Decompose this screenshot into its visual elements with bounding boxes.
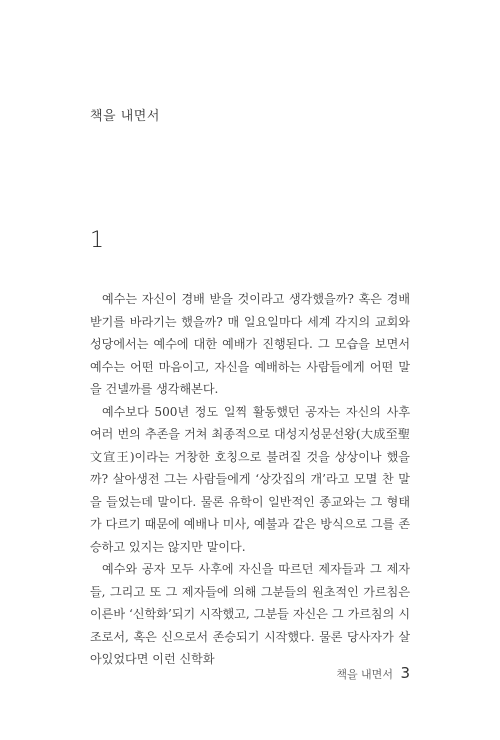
running-title: 책을 내면서 <box>336 668 393 681</box>
section-title: 책을 내면서 <box>90 109 160 124</box>
page-number: 3 <box>400 664 410 682</box>
paragraph: 예수보다 500년 정도 일찍 활동했던 공자는 자신의 사후 여러 번의 추존을 거쳐 최종적으로 대성지성문선왕(大成至聖文宣王)이라는 거창한 호칭으로 불려질 것을 상상이나 했을까? 살아생전 그는 사람들에게 ‘상갓집의 개’라고 모멸 찬 말을 들었는데 말이다. 물론 유학이 일반적인 종교와는 그 형태가 다르기 때문에 예배나 미사, 예불과 같은 방식으로 그를 존승하고 있지는 않지만 말이다. <box>90 404 410 554</box>
body-text <box>90 288 410 671</box>
paragraph: 예수는 자신이 경배 받을 것이라고 생각했을까? 혹은 경배 받기를 바라기는 했을까? 매 일요일마다 세계 각지의 교회와 성당에서는 예수에 대한 예배가 진행된다. 그 모습을 보면서 예수는 어떤 마음이고, 자신을 예배하는 사람들에게 어떤 말을 건넬까를 생각해본다. <box>90 292 410 396</box>
chapter-number: 1 <box>90 228 104 253</box>
page-footer <box>336 664 410 682</box>
paragraph: 예수와 공자 모두 사후에 자신을 따르던 제자들과 그 제자들, 그리고 또 그 제자들에 의해 그분들의 원초적인 가르침은 이른바 ‘신학화’되기 시작했고, 그분들 자신은 그 가르침의 시조로서, 혹은 신으로서 존승되기 시작했다. 물론 당사자가 살아있었다면 이런 신학화 <box>90 562 410 666</box>
